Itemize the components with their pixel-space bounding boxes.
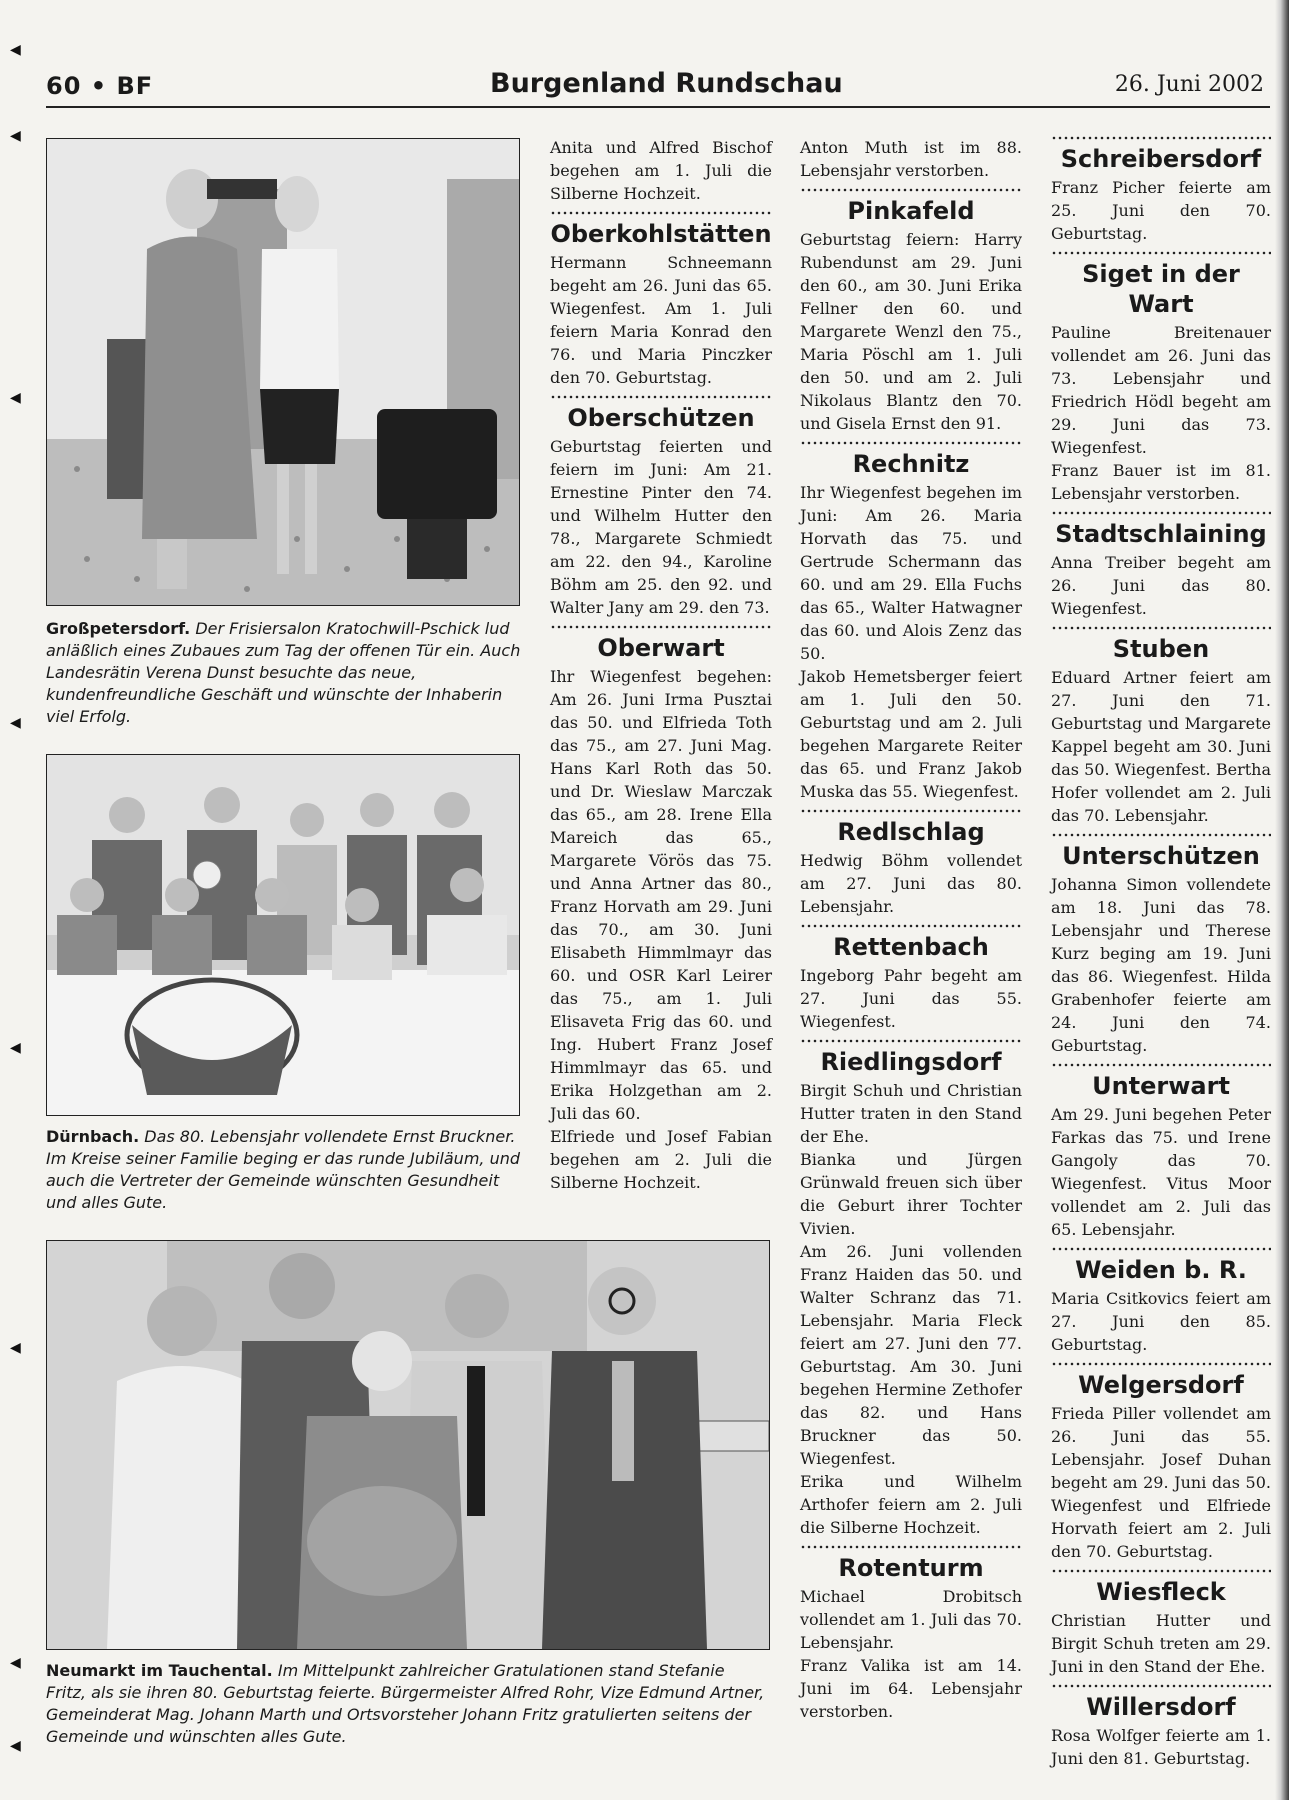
notice-text: Bianka und Jürgen Grünwald freuen sich über die Geburt ihrer Tochter Vivien. [800, 1150, 1022, 1238]
section-heading: Pinkafeld [847, 197, 975, 225]
page-number: 60 • BF [46, 72, 154, 100]
photo-grosspetersdorf [46, 138, 520, 606]
notice-text: Elfriede und Josef Fabian begehen am 2. Juli die Silberne Hochzeit. [550, 1127, 772, 1192]
photo-salon-image [47, 139, 519, 605]
dotted-divider [1051, 136, 1271, 140]
margin-arrow-icon: ◀ [10, 128, 21, 144]
dotted-divider [1051, 1362, 1271, 1366]
issue-date: 26. Juni 2002 [1114, 72, 1264, 97]
dotted-divider [1051, 1247, 1271, 1251]
section-heading: Redlschlag [837, 818, 985, 846]
notice-text: Ihr Wiegenfest begehen: Am 26. Juni Irma Pusztai das 50. und Elfrieda Toth das 75., am 27. Juni Mag. Hans Karl Roth das 50. und Dr. Wieslaw Marczak das 65., am 28. Irene Ella Mareich das 65., Margarete Vörös das 75. und Anna Artner das 80., Franz Horvath am 29. Juni das 70., am 30. Juni Elisabeth Himmlmayr das 60. und OSR Karl Leirer das 75., am 1. Juli Elisaveta Frig das 60. und Ing. Hubert Franz Josef Himmlmayr das 65. und Erika Holzgethan am 2. Juli das 60. [550, 667, 772, 1123]
margin-arrow-icon: ◀ [10, 42, 21, 58]
photo-neumarkt [46, 1240, 770, 1650]
margin-arrow-icon: ◀ [10, 715, 21, 731]
notice-text: Maria Csitkovics feiert am 27. Juni den 85. Geburtstag. [1051, 1289, 1271, 1354]
dotted-divider [550, 211, 772, 215]
photo-duernbach [46, 754, 520, 1116]
margin-arrow-icon: ◀ [10, 390, 21, 406]
margin-arrow-icon: ◀ [10, 1040, 21, 1056]
margin-arrow-icon: ◀ [10, 1340, 21, 1356]
caption-place: Dürnbach. [46, 1127, 140, 1146]
section-heading: Stuben [1112, 635, 1210, 663]
notice-text: Frieda Piller vollendet am 26. Juni das 55. Lebensjahr. Josef Duhan begeht am 29. Juni das 50. Wiegenfest und Elfriede Horvath feiert am 2. Juli den 70. Geburtstag. [1051, 1404, 1271, 1561]
section-heading: Wiesfleck [1096, 1578, 1226, 1606]
notice-text: Christian Hutter und Birgit Schuh treten am 29. Juni in den Stand der Ehe. [1051, 1611, 1271, 1676]
dotted-divider [1051, 833, 1271, 837]
section-heading: Weiden b. R. [1075, 1256, 1247, 1284]
section-heading: Unterwart [1092, 1072, 1230, 1100]
page-header [46, 66, 1270, 108]
caption-neumarkt [46, 1660, 768, 1748]
dotted-divider [1051, 511, 1271, 515]
caption-text: Im Mittelpunkt zahlreicher Gratulationen stand Stefanie Fritz, als sie ihren 80. Geburtstag feierte. Bürgermeister Alfred Rohr, Vize Edmund Artner, Gemeinderat Mag. Johann Marth und Ortsvorsteher Johann Fritz gratulierten seitens der Gemeinde und wünschten alles Gute. [46, 1661, 765, 1746]
caption-duernbach [46, 1126, 524, 1214]
notice-text: Am 29. Juni begehen Peter Farkas das 75. und Irene Gangoly das 70. Wiegenfest. Vitus Moor vollendet am 2. Juli das 65. Lebensjahr. [1051, 1105, 1271, 1239]
caption-text: Der Frisiersalon Kratochwill-Pschick lud anläßlich eines Zubaues zum Tag der offenen Tür ein. Auch Landesrätin Verena Dunst besuchte das neue, kundenfreundliche Geschäft und wünschte der Inhaberin viel Erfolg. [46, 619, 521, 726]
section-heading: Rechnitz [852, 450, 970, 478]
dotted-divider [800, 924, 1022, 928]
newspaper-title: Burgenland Rundschau [490, 68, 843, 99]
notice-text: Pauline Breitenauer vollendet am 26. Juni das 73. Lebensjahr und Friedrich Hödl begeht am 29. Juni das 73. Wiegenfest. [1051, 323, 1271, 457]
notice-text: Michael Drobitsch vollendet am 1. Juli das 70. Lebensjahr. [800, 1587, 1022, 1652]
notice-text: Anna Treiber begeht am 26. Juni das 80. Wiegenfest. [1051, 553, 1271, 618]
margin-arrow-icon: ◀ [10, 1655, 21, 1671]
section-heading: Unterschützen [1062, 842, 1260, 870]
dotted-divider [800, 809, 1022, 813]
dotted-divider [1051, 1063, 1271, 1067]
notice-text: Franz Bauer ist im 81. Lebensjahr verstorben. [1051, 461, 1271, 503]
notice-text: Rosa Wolfger feierte am 1. Juni den 81. Geburtstag. [1051, 1726, 1271, 1768]
notice-text: Franz Valika ist am 14. Juni im 64. Lebensjahr verstorben. [800, 1656, 1022, 1721]
notice-text: Jakob Hemetsberger feiert am 1. Juli den 50. Geburtstag und am 2. Juli begehen Margarete Reiter das 65. und Franz Jakob Muska das 55. Wiegenfest. [800, 667, 1022, 801]
section-heading: Welgersdorf [1078, 1371, 1244, 1399]
dotted-divider [800, 441, 1022, 445]
caption-place: Neumarkt im Tauchental. [46, 1661, 273, 1680]
notice-text: Johanna Simon vollendete am 18. Juni das 78. Lebensjahr und Therese Kurz beging am 19. Juni das 86. Wiegenfest. Hilda Grabenhofer feierte am 24. Juni den 74. Geburtstag. [1051, 875, 1271, 1055]
dotted-divider [800, 188, 1022, 192]
notice-text: Birgit Schuh und Christian Hutter traten in den Stand der Ehe. [800, 1081, 1022, 1146]
margin-arrow-icon: ◀ [10, 1738, 21, 1754]
section-heading: Oberkohlstätten [550, 220, 772, 248]
notice-text: Geburtstag feiern: Harry Rubendunst am 29. Juni den 60., am 30. Juni Erika Fellner den 60. und Margarete Wenzl den 75., Maria Pöschl am 1. Juli den 50. und am 2. Juli Nikolaus Blantz den 70. und Gisela Ernst den 91. [800, 230, 1022, 433]
scan-edge-shadow [1275, 0, 1289, 1800]
section-heading: Rettenbach [833, 933, 989, 961]
dotted-divider [1051, 1569, 1271, 1573]
section-heading: Willersdorf [1086, 1693, 1236, 1721]
notice-text: Geburtstag feierten und feiern im Juni: Am 21. Ernestine Pinter den 74. und Wilhelm Hutter den 78., Margarete Schmiedt am 22. den 94., Karoline Böhm am 25. den 92. und Walter Jany am 29. den 73. [550, 437, 772, 617]
dotted-divider [800, 1039, 1022, 1043]
notice-text: Erika und Wilhelm Arthofer feiern am 2. Juli die Silberne Hochzeit. [800, 1472, 1022, 1537]
section-heading: Schreibersdorf [1060, 145, 1262, 173]
section-heading: Siget in der Wart [1082, 260, 1240, 318]
notice-text: Ihr Wiegenfest begehen im Juni: Am 26. Maria Horvath das 75. und Gertrude Schermann das 60. und am 29. Ella Fuchs das 65., Walter Hatwagner das 60. und Alois Zenz das 50. [800, 483, 1022, 663]
margin-marks [0, 0, 30, 1800]
section-heading: Stadtschlaining [1055, 520, 1267, 548]
caption-text: Das 80. Lebensjahr vollendete Ernst Bruckner. Im Kreise seiner Familie beging er das runde Jubiläum, und auch die Vertreter der Gemeinde wünschten Gesundheit und alles Gute. [46, 1127, 521, 1212]
dotted-divider [1051, 626, 1271, 630]
dotted-divider [1051, 251, 1271, 255]
photo-family-image [47, 755, 519, 1115]
caption-place: Großpetersdorf. [46, 619, 191, 638]
notice-text: Franz Picher feierte am 25. Juni den 70. Geburtstag. [1051, 178, 1271, 243]
dotted-divider [1051, 1684, 1271, 1688]
section-heading: Oberschützen [567, 404, 755, 432]
notice-text: Eduard Artner feiert am 27. Juni den 71. Geburtstag und Margarete Kappel begeht am 30. Juni das 50. Wiegenfest. Bertha Hofer vollendet am 2. Juli das 70. Lebensjahr. [1051, 668, 1271, 825]
dotted-divider [800, 1545, 1022, 1549]
notice-text: Ingeborg Pahr begeht am 27. Juni das 55. Wiegenfest. [800, 966, 1022, 1031]
column-4 [1051, 136, 1271, 1770]
notice-text: Hermann Schneemann begeht am 26. Juni das 65. Wiegenfest. Am 1. Juli feiern Maria Konrad den 76. und Maria Pinczker den 70. Geburtstag. [550, 253, 772, 387]
column-2 [550, 136, 772, 1194]
notice-text: Am 26. Juni vollenden Franz Haiden das 50. und Walter Schranz das 71. Lebensjahr. Maria Fleck feiert am 27. Juni den 77. Geburtstag. Am 30. Juni begehen Hermine Zethofer das 82. und Hans Bruckner das 50. Wiegenfest. [800, 1242, 1022, 1468]
notice-text: Anita und Alfred Bischof begehen am 1. Juli die Silberne Hochzeit. [550, 138, 772, 203]
dotted-divider [550, 395, 772, 399]
caption-grosspetersdorf [46, 618, 524, 728]
section-heading: Rotenturm [838, 1554, 984, 1582]
photo-group-image [47, 1241, 769, 1649]
dotted-divider [550, 625, 772, 629]
column-3 [800, 136, 1022, 1723]
notice-text: Hedwig Böhm vollendet am 27. Juni das 80. Lebensjahr. [800, 851, 1022, 916]
notice-text: Anton Muth ist im 88. Lebensjahr verstorben. [800, 138, 1022, 180]
section-heading: Oberwart [597, 634, 725, 662]
section-heading: Riedlingsdorf [820, 1048, 1002, 1076]
